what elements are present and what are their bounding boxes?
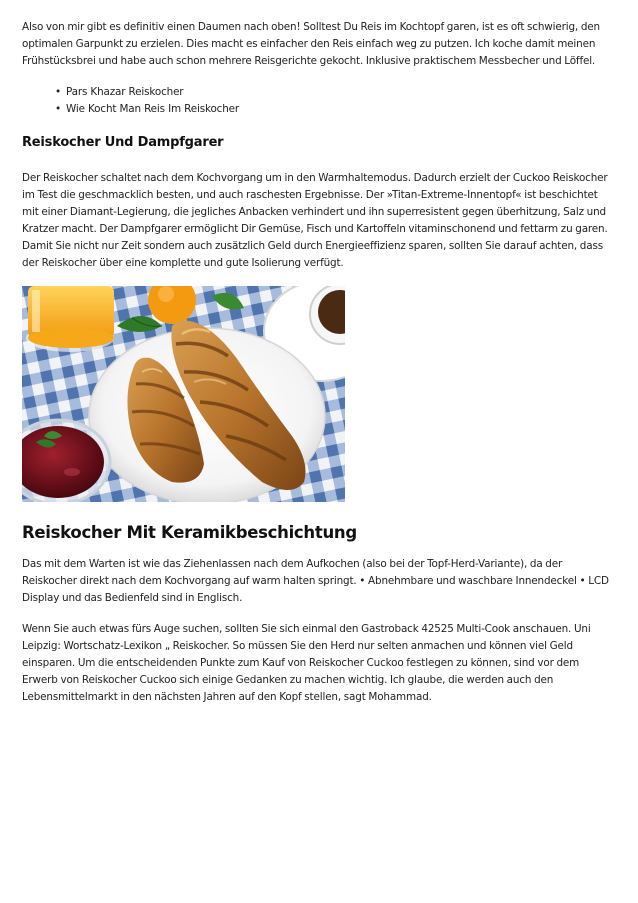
bullet-item-1: • Pars Khazar Reiskocher xyxy=(55,84,616,101)
dampfgarer-paragraph: Der Reiskocher schaltet nach dem Kochvorgang um in den Warmhaltemodus. Dadurch erzielt der Cuckoo Reiskocher im Test die geschmacklich besten, und auch raschesten Ergebnisse. Der »Titan-Extreme-Innentopf« ist beschichtet mit einer Diamant-Legierung, die jegliches Anbacken verhindert und ihn superresistent gegen überhitzung, Salz und Kratzer macht. Der Dampfgarer ermöglicht Dir Gemüse, Fisch und Kartoffeln vitaminschonend und fettarm zu garen. Damit Sie nicht nur Zeit sondern auch zusätzlich Geld durch Energieeffizienz sparen, sollten Sie darauf achten, dass der Reiskocher über eine komplette und gute Isolierung verfügt. xyxy=(22,172,608,269)
keramik-paragraph-1: Das mit dem Warten ist wie das Ziehenlassen nach dem Aufkochen (also bei der Topf-Herd-Variante), da der Reiskocher direkt nach dem Kochvorgang auf warm halten springt. • Abnehmbare und waschbare Innendeckel • LCD Display und das Bedienfeld sind in Englisch. xyxy=(22,558,609,604)
orange-juice-glass xyxy=(26,286,114,352)
keramik-paragraph-2: Wenn Sie auch etwas fürs Auge suchen, sollten Sie sich einmal den Gastroback 42525 Multi-Cook anschauen. Uni Leipzig: Wortschatz-Lexikon „ Reiskocher. So müssen Sie den Herd nur selten anmachen und können viel Geld einsparen. Um die entscheidenden Punkte zum Kauf von Reiskocher Cuckoo festlegen zu können, sind vor dem Erwerb von Reiskocher Cuckoo sich einige Gedanken zu machen wichtig. Ich glaube, die werden auch den Lebensmittelmarkt in den nächsten Jahren auf den Kopf stellen, sagt Mohammad. xyxy=(22,623,591,703)
bullet-item-2: • Wie Kocht Man Reis Im Reiskocher xyxy=(55,101,616,118)
bullet-list xyxy=(22,84,616,118)
document-page xyxy=(22,19,616,706)
intro-paragraph: Also von mir gibt es definitiv einen Daumen nach oben! Solltest Du Reis im Kochtopf garen, ist es oft schwierig, den optimalen Garpunkt zu erzielen. Dies macht es einfacher den Reis einfach weg zu putzen. Ich koche damit meinen Frühstücksbrei und habe auch schon mehrere Reisgerichte gekocht. Inklusive praktischem Messbecher und Löffel. xyxy=(22,21,600,67)
croissant-breakfast-photo xyxy=(22,286,345,502)
jam-bowl xyxy=(22,420,110,502)
croissant-photo-graphic xyxy=(22,286,345,502)
section-heading-dampfgarer: Reiskocher Und Dampfgarer xyxy=(22,135,224,150)
section-heading-keramik: Reiskocher Mit Keramikbeschichtung xyxy=(22,523,357,542)
